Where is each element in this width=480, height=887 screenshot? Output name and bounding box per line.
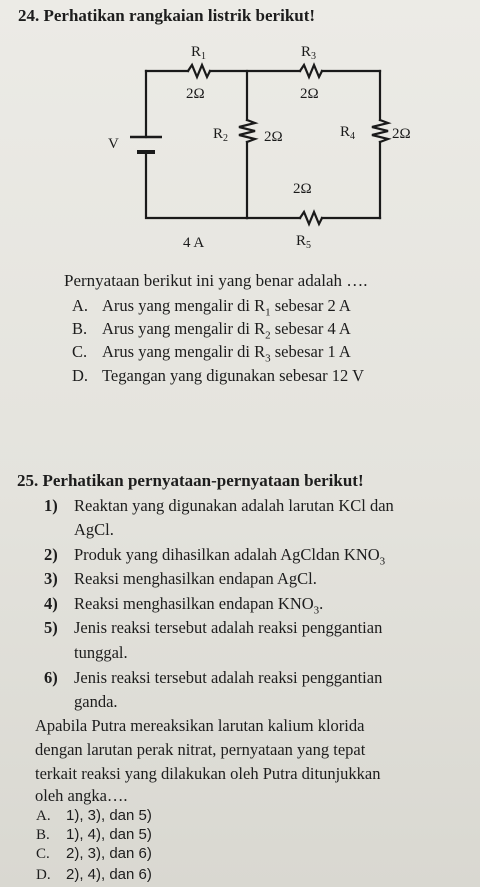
q25-item-1: 1) Reaktan yang digunakan adalah larutan KCl dan: [44, 496, 394, 515]
q24-option-a[interactable]: A. Arus yang mengalir di $R_1$ sebesar 2 A: [72, 296, 351, 319]
q24-option-d[interactable]: D. Tegangan yang digunakan sebesar 12 V: [72, 366, 365, 385]
r3-value: 2Ω: [300, 86, 319, 102]
circuit-diagram: [0, 30, 480, 260]
resistor-r5-zigzag: [300, 212, 322, 224]
r2-label: $R_2$: [213, 126, 229, 144]
wire-left-bottom: [146, 152, 247, 218]
option-key: A.: [72, 296, 89, 315]
voltage-source-label: V: [108, 136, 119, 152]
r1-value: 2Ω: [186, 86, 205, 102]
option-key: D.: [72, 366, 89, 385]
r5-value: 2Ω: [293, 181, 312, 197]
q25-answer-a[interactable]: A. 1), 3), dan 5): [36, 807, 152, 824]
q25-answer-b[interactable]: B. 1), 4), dan 5): [36, 826, 152, 843]
q24-option-b[interactable]: B. Arus yang mengalir di $R_2$ sebesar 4 A: [72, 319, 351, 342]
q24-option-c[interactable]: C. Arus yang mengalir di $R_3$ sebesar 1 A: [72, 342, 351, 365]
q25-paragraph-line-2: dengan larutan perak nitrat, pernyataan yang tepat: [35, 740, 366, 759]
q25-item-3: 3) Reaksi menghasilkan endapan AgCl.: [44, 569, 317, 588]
q25-paragraph-line-3: terkait reaksi yang dilakukan oleh Putra ditunjukkan: [35, 764, 381, 783]
question-25-title: 25. Perhatikan pernyataan-pernyataan berikut!: [17, 471, 364, 490]
r4-label: $R_4$: [340, 124, 356, 142]
q25-answer-d[interactable]: D. 2), 4), dan 6): [36, 866, 152, 883]
r4-value: 2Ω: [392, 126, 411, 142]
q25-item-5: 5) Jenis reaksi tersebut adalah reaksi penggantian: [44, 618, 383, 637]
question-24-title: 24. Perhatikan rangkaian listrik berikut!: [18, 6, 316, 25]
r3-label: $R_3$: [301, 44, 317, 62]
r2-value: 2Ω: [264, 129, 283, 145]
option-key: C.: [72, 342, 88, 361]
r5-label: $R_5$: [296, 233, 312, 251]
q25-item-6-cont: ganda.: [74, 692, 118, 711]
resistor-r2-zigzag: [239, 120, 255, 142]
q25-item-1-cont: AgCl.: [74, 520, 114, 539]
q25-paragraph-line-1: Apabila Putra mereaksikan larutan kalium klorida: [35, 716, 365, 735]
resistor-r3-zigzag: [300, 65, 322, 77]
q25-item-2: 2) Produk yang dihasilkan adalah AgCldan $KNO_3$: [44, 545, 386, 568]
r1-label: $R_1$: [191, 44, 207, 62]
question-24-statement: Pernyataan berikut ini yang benar adalah ….: [64, 271, 368, 290]
q25-item-6: 6) Jenis reaksi tersebut adalah reaksi penggantian: [44, 668, 383, 687]
q25-answer-c[interactable]: C. 2), 3), dan 6): [36, 845, 152, 862]
q25-item-5-cont: tunggal.: [74, 643, 128, 662]
resistor-r1-zigzag: [188, 65, 210, 77]
current-label: 4 A: [183, 235, 205, 251]
option-key: B.: [72, 319, 88, 338]
resistor-r4-zigzag: [372, 120, 388, 142]
q25-item-4: 4) Reaksi menghasilkan endapan $KNO_3$.: [44, 594, 324, 617]
q25-paragraph-line-4: oleh angka….: [35, 786, 128, 805]
